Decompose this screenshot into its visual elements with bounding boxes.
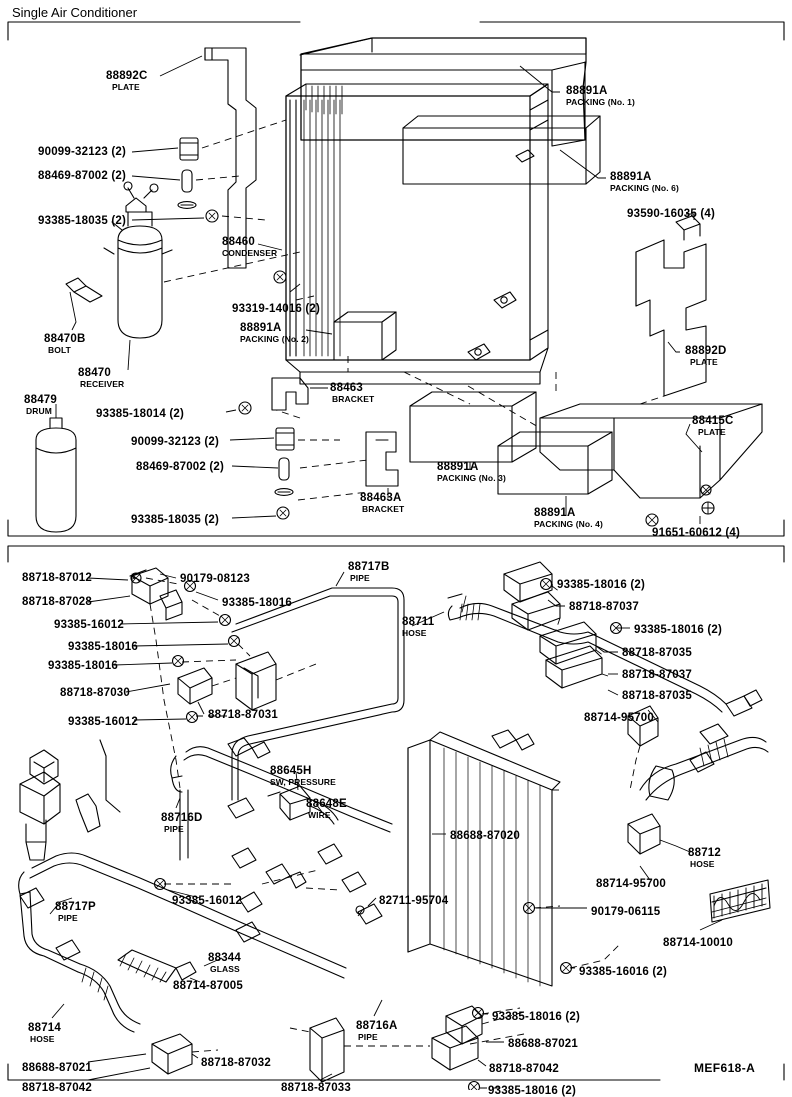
part-label-90179-06115: 90179-06115	[591, 906, 661, 918]
part-label-88891A-1: 88891A	[566, 85, 608, 97]
part-label-88718-87042-b: 88718-87042	[22, 1082, 92, 1094]
part-label-88714-95700-a: 88714-95700	[584, 712, 654, 724]
part-label-93385-18016-a: 93385-18016 (2)	[557, 579, 646, 591]
part-label-93385-16012-c: 93385-16012	[172, 895, 242, 907]
diagram-title: Single Air Conditioner	[12, 5, 138, 20]
part-label-88891A-4: 88891A	[534, 507, 576, 519]
part-desc-88891A-6: PACKING (No. 6)	[610, 183, 679, 193]
part-label-88688-87021-a: 88688-87021	[508, 1038, 578, 1050]
part-label-93385-18014: 93385-18014 (2)	[96, 408, 185, 420]
part-label-88714: 88714	[28, 1022, 61, 1034]
part-label-93385-18016-b: 93385-18016	[222, 597, 292, 609]
part-desc-88344: GLASS	[210, 964, 240, 974]
part-desc-88716D: PIPE	[164, 824, 184, 834]
part-label-88718-87037-b: 88718-87037	[622, 669, 692, 681]
part-label-88460: 88460	[222, 236, 255, 248]
part-label-88716D: 88716D	[161, 812, 203, 824]
part-label-88688-87020: 88688-87020	[450, 830, 520, 842]
part-desc-88415C: PLATE	[698, 427, 726, 437]
part-desc-88470: RECEIVER	[80, 379, 125, 389]
part-label-88714-95700-b: 88714-95700	[596, 878, 666, 890]
part-label-88711: 88711	[402, 616, 435, 628]
part-label-93385-16016: 93385-16016 (2)	[579, 966, 668, 978]
part-label-88712: 88712	[688, 847, 721, 859]
part-label-88718-87028: 88718-87028	[22, 596, 92, 608]
part-label-88645H: 88645H	[270, 765, 312, 777]
part-label-93385-18016-d: 93385-18016	[68, 641, 138, 653]
part-label-88718-87042-a: 88718-87042	[489, 1063, 559, 1075]
part-label-88470B: 88470B	[44, 333, 86, 345]
part-desc-88711: HOSE	[402, 628, 427, 638]
part-label-88892C: 88892C	[106, 70, 148, 82]
part-label-93385-18016-g: 93385-18016 (2)	[488, 1085, 577, 1097]
part-desc-88648E: WIRE	[308, 810, 331, 820]
part-label-88718-87033: 88718-87033	[281, 1082, 351, 1094]
diagram-code: MEF618-A	[694, 1061, 756, 1075]
part-desc-88714: HOSE	[30, 1034, 55, 1044]
part-label-88714-10010: 88714-10010	[663, 937, 733, 949]
part-label-88716A: 88716A	[356, 1020, 398, 1032]
part-desc-88470B: BOLT	[48, 345, 71, 355]
part-label-88479: 88479	[24, 394, 57, 406]
part-desc-88717P: PIPE	[58, 913, 78, 923]
part-label-93385-18035-b: 93385-18035 (2)	[131, 514, 220, 526]
part-label-88718-87030: 88718-87030	[60, 687, 130, 699]
part-label-88470: 88470	[78, 367, 111, 379]
part-desc-88717B: PIPE	[350, 573, 370, 583]
part-label-88714-87005: 88714-87005	[173, 980, 243, 992]
part-desc-88891A-3: PACKING (No. 3)	[437, 473, 506, 483]
part-desc-88892C: PLATE	[112, 82, 140, 92]
part-label-88718-87031: 88718-87031	[208, 709, 278, 721]
part-label-88718-87035-b: 88718-87035	[622, 690, 692, 702]
part-label-93385-16012-a: 93385-16012	[54, 619, 124, 631]
part-label-93385-18035-a: 93385-18035 (2)	[38, 215, 127, 227]
part-label-88717P: 88717P	[55, 901, 96, 913]
part-label-88688-87021-b: 88688-87021	[22, 1062, 92, 1074]
part-label-93590-16035: 93590-16035 (4)	[627, 208, 716, 220]
part-label-88718-87032: 88718-87032	[201, 1057, 271, 1069]
part-label-88717B: 88717B	[348, 561, 390, 573]
part-label-93319-14016: 93319-14016 (2)	[232, 303, 321, 315]
part-desc-88460: CONDENSER	[222, 248, 278, 258]
part-label-90099-32123-b: 90099-32123 (2)	[131, 436, 220, 448]
part-label-91651-60612: 91651-60612 (4)	[652, 527, 741, 539]
part-desc-88645H: SW, PRESSURE	[270, 777, 336, 787]
part-desc-88712: HOSE	[690, 859, 715, 869]
part-label-93385-18016-f: 93385-18016 (2)	[492, 1011, 581, 1023]
part-label-82711-95704: 82711-95704	[379, 895, 449, 907]
part-label-93385-18016-e: 93385-18016	[48, 660, 118, 672]
part-desc-88479: DRUM	[26, 406, 52, 416]
part-label-90099-32123-a: 90099-32123 (2)	[38, 146, 127, 158]
part-label-88892D: 88892D	[685, 345, 727, 357]
part-desc-88892D: PLATE	[690, 357, 718, 367]
part-desc-88891A-4: PACKING (No. 4)	[534, 519, 603, 529]
part-label-88891A-6: 88891A	[610, 171, 652, 183]
part-desc-88463: BRACKET	[332, 394, 375, 404]
part-desc-88891A-1: PACKING (No. 1)	[566, 97, 635, 107]
part-label-88891A-2: 88891A	[240, 322, 282, 334]
part-label-88415C: 88415C	[692, 415, 734, 427]
part-label-88463: 88463	[330, 382, 363, 394]
part-label-88344: 88344	[208, 952, 241, 964]
part-label-88718-87012: 88718-87012	[22, 572, 92, 584]
part-label-88718-87037-a: 88718-87037	[569, 601, 639, 613]
part-label-88469-87002-a: 88469-87002 (2)	[38, 170, 127, 182]
part-label-88463A: 88463A	[360, 492, 402, 504]
part-label-90179-08123: 90179-08123	[180, 573, 250, 585]
part-label-88469-87002-b: 88469-87002 (2)	[136, 461, 225, 473]
part-label-93385-16012-b: 93385-16012	[68, 716, 138, 728]
part-desc-88463A: BRACKET	[362, 504, 405, 514]
part-desc-88891A-2: PACKING (No. 2)	[240, 334, 309, 344]
part-desc-88716A: PIPE	[358, 1032, 378, 1042]
part-label-88648E: 88648E	[306, 798, 347, 810]
part-label-93385-18016-c: 93385-18016 (2)	[634, 624, 723, 636]
part-label-88718-87035-a: 88718-87035	[622, 647, 692, 659]
part-label-88891A-3: 88891A	[437, 461, 479, 473]
